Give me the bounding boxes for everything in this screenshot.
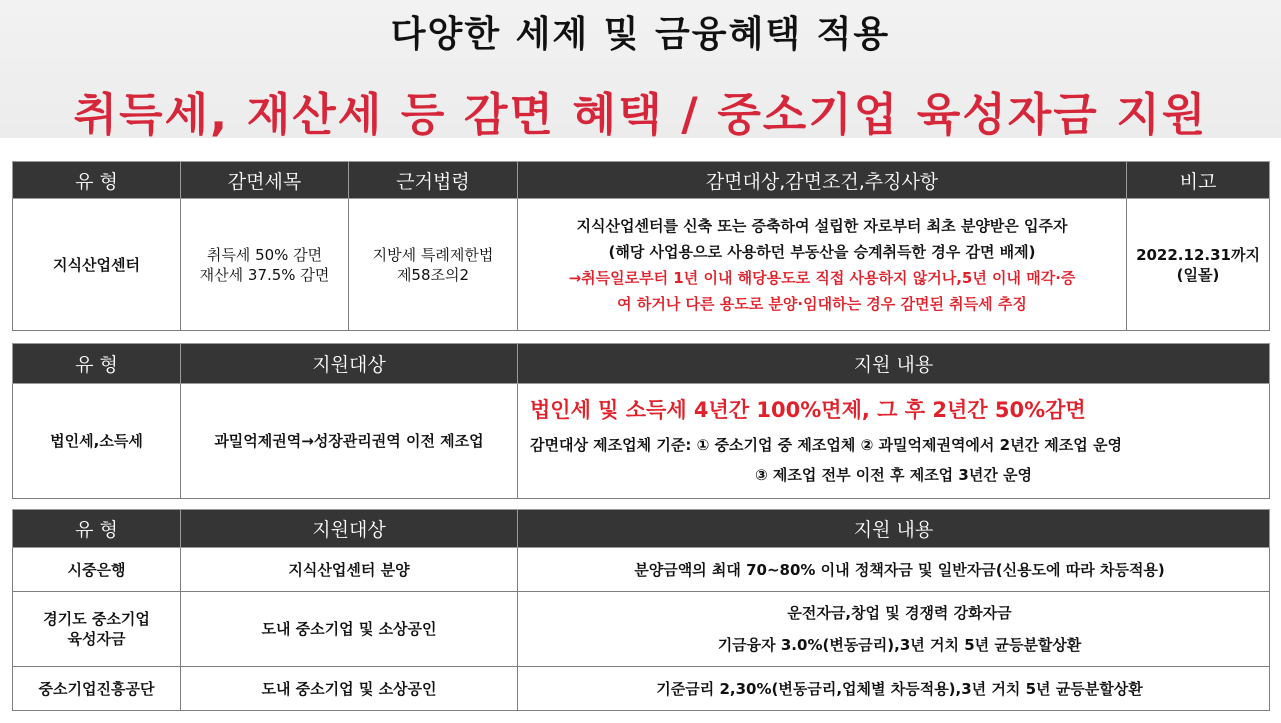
- target-cell: 지식산업센터 분양: [181, 548, 518, 592]
- header-type: 유 형: [13, 162, 181, 199]
- header-conditions: 감면대상,감면조건,추징사항: [518, 162, 1127, 199]
- legal-basis-line: 제58조의2: [396, 265, 470, 284]
- note-line: (일몰): [1176, 265, 1220, 284]
- condition-line: (해당 사업용으로 사용하던 부동산을 승계취득한 경우 감면 배제): [608, 242, 1036, 261]
- header-note: 비고: [1127, 162, 1270, 199]
- condition-line: 지식산업센터를 신축 또는 증축하여 설립한 자로부터 최초 분양받은 입주자: [576, 216, 1068, 235]
- content-line: 기금융자 3.0%(변동금리),3년 거치 5년 균등분할상환: [717, 636, 1082, 654]
- recapture-line: 여 하거나 다른 용도로 분양·임대하는 경우 감면된 취득세 추징: [617, 294, 1027, 313]
- highlight-text: 법인세 및 소득세 4년간 100%면제, 그 후 2년간 50%감면: [530, 398, 1086, 422]
- note-line: 2022.12.31까지: [1136, 245, 1260, 264]
- target-cell: 과밀억제권역→성장관리권역 이전 제조업: [181, 384, 518, 499]
- page-title: 다양한 세제 및 금융혜택 적용: [390, 14, 891, 55]
- table-row: [13, 199, 1270, 331]
- type-cell: 법인세,소득세: [13, 384, 181, 499]
- legal-basis-cell: [349, 199, 518, 331]
- tax-item-cell: [181, 199, 349, 331]
- header-tax-item: 감면세목: [181, 162, 349, 199]
- target-cell: 도내 중소기업 및 소상공인: [181, 667, 518, 711]
- type-line: 경기도 중소기업: [43, 610, 150, 628]
- type-cell: 지식산업센터: [13, 199, 181, 331]
- tax-reduction-table: [12, 161, 1270, 331]
- content-line: ③ 제조업 전부 이전 후 제조업 3년간 운영: [754, 466, 1033, 484]
- conditions-cell: [518, 199, 1127, 331]
- content-cell: [518, 592, 1270, 667]
- type-cell: 시중은행: [13, 548, 181, 592]
- relocation-tax-table: [12, 343, 1270, 499]
- header-target: 지원대상: [181, 510, 518, 548]
- note-cell: [1127, 199, 1270, 331]
- header-banner: [0, 0, 1281, 141]
- content-cell: [518, 384, 1270, 499]
- target-cell: 도내 중소기업 및 소상공인: [181, 592, 518, 667]
- page-subtitle: 취득세, 재산세 등 감면 혜택 / 중소기업 육성자금 지원: [73, 88, 1208, 141]
- content-line: 감면대상 제조업체 기준: ① 중소기업 중 제조업체 ② 과밀억제권역에서 2년간 제조업 운영: [530, 436, 1122, 454]
- legal-basis-line: 지방세 특례제한법: [372, 245, 494, 264]
- header-content: 지원 내용: [518, 510, 1270, 548]
- tax-item-line: 재산세 37.5% 감면: [199, 265, 330, 284]
- recapture-line: →취득일로부터 1년 이내 해당용도로 직접 사용하지 않거나,5년 이내 매각·증: [568, 268, 1076, 287]
- header-type: 유 형: [13, 510, 181, 548]
- content-cell: 분양금액의 최대 70~80% 이내 정책자금 및 일반자금(신용도에 따라 차등적용): [518, 548, 1270, 592]
- type-cell: [13, 592, 181, 667]
- type-cell: 중소기업진흥공단: [13, 667, 181, 711]
- table-row: [13, 548, 1270, 592]
- table-row: [13, 592, 1270, 667]
- funding-table: [12, 509, 1270, 711]
- tax-item-line: 취득세 50% 감면: [206, 245, 323, 264]
- content-cell: 기준금리 2,30%(변동금리,업체별 차등적용),3년 거치 5년 균등분할상환: [518, 667, 1270, 711]
- table-row: [13, 667, 1270, 711]
- header-target: 지원대상: [181, 344, 518, 384]
- content-line: 운전자금,창업 및 경쟁력 강화자금: [787, 604, 1012, 622]
- header-legal-basis: 근거법령: [349, 162, 518, 199]
- table-row: [13, 384, 1270, 499]
- header-type: 유 형: [13, 344, 181, 384]
- type-line: 육성자금: [67, 630, 126, 648]
- header-content: 지원 내용: [518, 344, 1270, 384]
